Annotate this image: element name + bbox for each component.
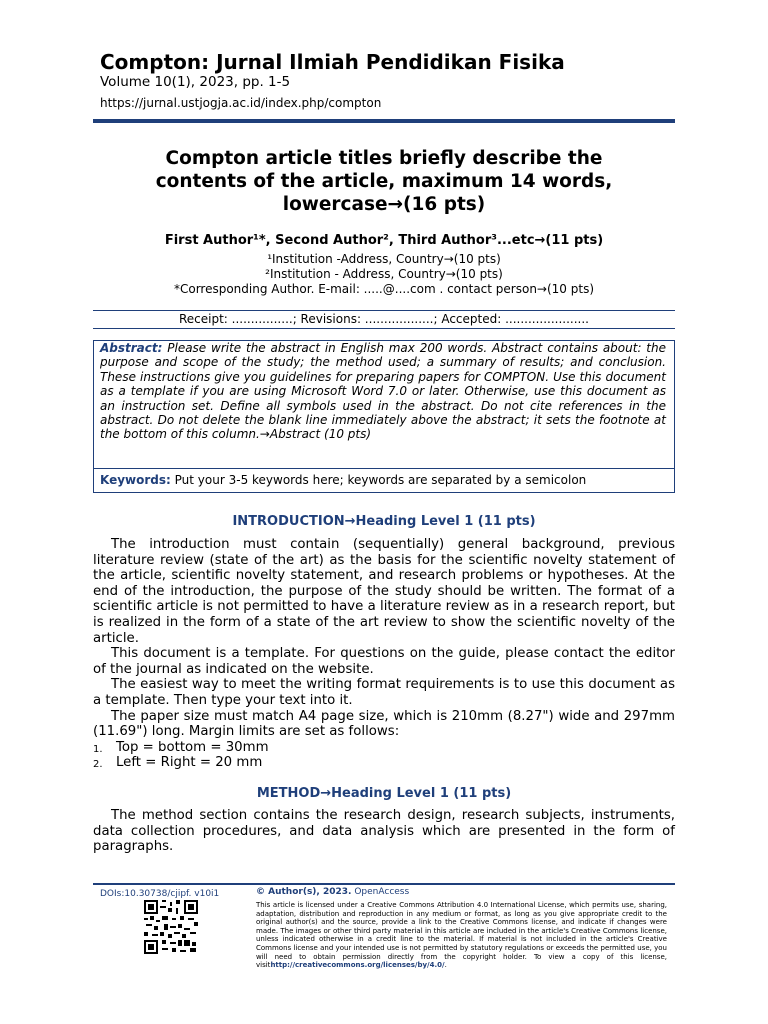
journal-title: Compton: Jurnal Ilmiah Pendidikan Fisika bbox=[100, 50, 565, 74]
list-item bbox=[93, 755, 675, 771]
intro-paragraph-2: This document is a template. For questions on the guide, please contact the editor of the journal as indicated on the website. bbox=[93, 646, 675, 677]
journal-url[interactable]: https://jurnal.ustjogja.ac.id/index.php/compton bbox=[100, 96, 382, 110]
introduction-body bbox=[93, 537, 675, 771]
copyright-line bbox=[256, 887, 409, 897]
keywords-text: Put your 3-5 keywords here; keywords are separated by a semicolon bbox=[174, 473, 587, 487]
open-access-label: OpenAccess bbox=[354, 887, 410, 897]
header-rule bbox=[93, 119, 675, 123]
receipt-dates: Receipt: ................; Revisions: ..................; Accepted: ...................... bbox=[93, 310, 675, 329]
license-link[interactable]: http://creativecommons.org/licenses/by/4.0/ bbox=[270, 961, 445, 970]
abstract-divider bbox=[94, 468, 674, 469]
article-title-line-1: Compton article titles briefly describe the bbox=[165, 148, 603, 169]
author-list: First Author¹*, Second Author², Third Author³...etc→(11 pts) bbox=[164, 233, 604, 248]
license-end: . bbox=[444, 961, 447, 970]
heading-introduction: INTRODUCTION→Heading Level 1 (11 pts) bbox=[232, 514, 536, 529]
list-item bbox=[93, 740, 675, 756]
affiliation-2: ²Institution - Address, Country→(10 pts) bbox=[265, 267, 503, 281]
list-number: 2. bbox=[93, 759, 103, 771]
list-text: Top = bottom = 30mm bbox=[116, 739, 269, 755]
list-text: Left = Right = 20 mm bbox=[116, 755, 263, 771]
keywords-label: Keywords: bbox=[100, 473, 171, 487]
abstract-box bbox=[93, 340, 675, 493]
intro-paragraph-1: The introduction must contain (sequentially) general background, previous literature review (state of the art) as the basis for the scientific novelty statement of the article, scientific novelty statement, and research problems or hypotheses. At the end of the introduction, the purpose of the study should be written. The format of a scientific article is not permitted to have a literature review as in a research report, but is realized in the form of a state of the art review to show the scientific novelty of the article. bbox=[93, 537, 675, 646]
method-paragraph-1: The method section contains the research design, research subjects, instruments, data collection procedures, and data analysis which are presented in the form of paragraphs. bbox=[93, 808, 675, 855]
qr-code-icon bbox=[144, 900, 198, 954]
license-body: This article is licensed under a Creative Commons Attribution 4.0 International License, which permits use, sharing, adaptation, distribution and reproduction in any medium or format, as long as you give appropriate credit to the original author(s) and the source, provide a link to the Creative Commons license, and indicate if changes were made. The images or other third party material in this article are included in the article's Creative Commons license, unless indicated otherwise in a credit line to the material. If material is not included in the article's Creative Commons license and your intended use is not permitted by statutory regulations or exceeds the permitted use, you will need to obtain permission directly from the copyright holder. To view a copy of this license, visit bbox=[256, 901, 667, 970]
intro-paragraph-4: The paper size must match A4 page size, which is 210mm (8.27") wide and 297mm (11.69") long. Margin limits are set as follows: bbox=[93, 708, 675, 740]
abstract-label: Abstract: bbox=[100, 341, 163, 355]
abstract-body bbox=[100, 341, 666, 442]
heading-method: METHOD→Heading Level 1 (11 pts) bbox=[256, 786, 512, 801]
list-number: 1. bbox=[93, 743, 103, 755]
footer-rule bbox=[93, 883, 675, 885]
article-title bbox=[93, 147, 675, 216]
article-title-line-3: lowercase→(16 pts) bbox=[282, 194, 486, 215]
margin-list bbox=[93, 740, 675, 771]
intro-paragraph-3: The easiest way to meet the writing format requirements is to use this document as a template. Then type your text into it. bbox=[93, 677, 675, 708]
doi-link[interactable]: DOIs:10.30738/cjipf. v10i1 bbox=[100, 889, 220, 899]
keywords-line bbox=[100, 473, 586, 487]
copyright-notice: © Author(s), 2023. bbox=[256, 887, 352, 897]
journal-volume: Volume 10(1), 2023, pp. 1-5 bbox=[100, 74, 291, 90]
method-body bbox=[93, 808, 675, 855]
abstract-text: Please write the abstract in English max 200 words. Abstract contains about: the purpose and scope of the study; the method used; a summary of results; and conclusion. These instructions give you guidelines for preparing papers for COMPTON. Use this document as a template if you are using Microsoft Word 7.0 or later. Otherwise, use this document as an instruction set. Define all symbols used in the abstract. Do not cite references in the abstract. Do not delete the blank line immediately above the abstract; it sets the footnote at the bottom of this column.→Abstract (10 pts) bbox=[100, 341, 666, 442]
license-text bbox=[256, 901, 667, 970]
article-title-line-2: contents of the article, maximum 14 words, bbox=[155, 171, 613, 192]
affiliation-1: ¹Institution -Address, Country→(10 pts) bbox=[267, 252, 501, 266]
corresponding-author: *Corresponding Author. E-mail: .....@....com . contact person→(10 pts) bbox=[173, 282, 595, 296]
